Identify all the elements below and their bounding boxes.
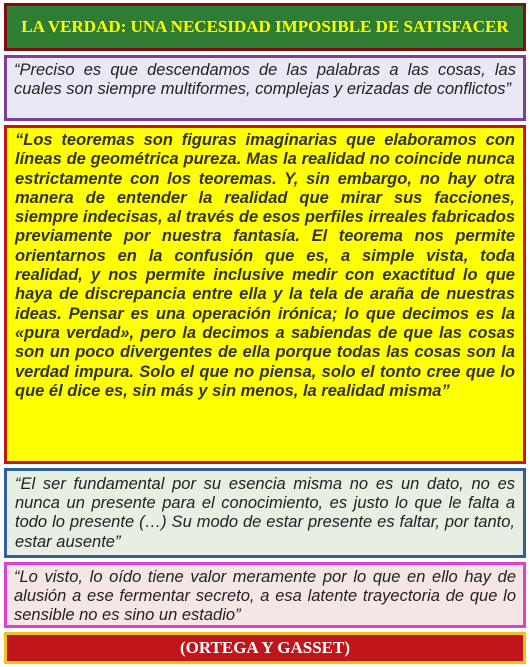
quote-text-2: “Los teoremas son figuras imaginarias que elaboramos con líneas de geométrica pureza. Mas la realidad no coincide nunca estrictamente con los teoremas. Y, sin embargo, no hay otra manera de entender la realidad que mirar sus facciones, siempre indecisas, al través de esos perfiles irreales fabricados previamente por nuestra fantasía. El teorema nos permite orientarnos en la confusión que es, a simple vista, toda realidad, y nos permite inclusive medir con exactitud lo que haya de discrepancia entre ella y la tela de araña de nuestras ideas. Pensar es una operación irónica; lo que decimos es la «pura verdad», pero la decimos a sabiendas de que las cosas son un poco divergentes de ella porque todas las cosas son la verdad impura. Solo el que no piensa, solo el tonto cree que lo que él dice es, sin más y sin menos, la realidad misma”	[15, 131, 515, 400]
page-title	[4, 3, 526, 51]
author-name: (ORTEGA Y GASSET)	[179, 638, 351, 657]
quote-text-1: “Preciso es que descendamos de las palabras a las cosas, las cuales son siempre multiformes, complejas y erizadas de conflictos”	[14, 61, 516, 98]
quote-text-4: “Lo visto, lo oído tiene valor meramente por lo que en ello hay de alusión a ese fermentar secreto, a esa latente trayectoria de que lo sensible no es sino un estadio”	[14, 568, 516, 624]
quote-box-4	[4, 562, 526, 628]
quote-box-3	[4, 468, 526, 558]
quote-box-2	[4, 125, 526, 464]
quote-box-1	[4, 55, 526, 121]
quote-text-3: “El ser fundamental por su esencia misma no es un dato, no es nunca un presente para el conocimiento, es justo lo que le falta a todo lo presente (…) Su modo de estar presente es faltar, por tanto, estar ausente”	[15, 475, 515, 551]
page-title-text: LA VERDAD: UNA NECESIDAD IMPOSIBLE DE SATISFACER	[21, 17, 509, 36]
author-banner	[4, 632, 526, 664]
